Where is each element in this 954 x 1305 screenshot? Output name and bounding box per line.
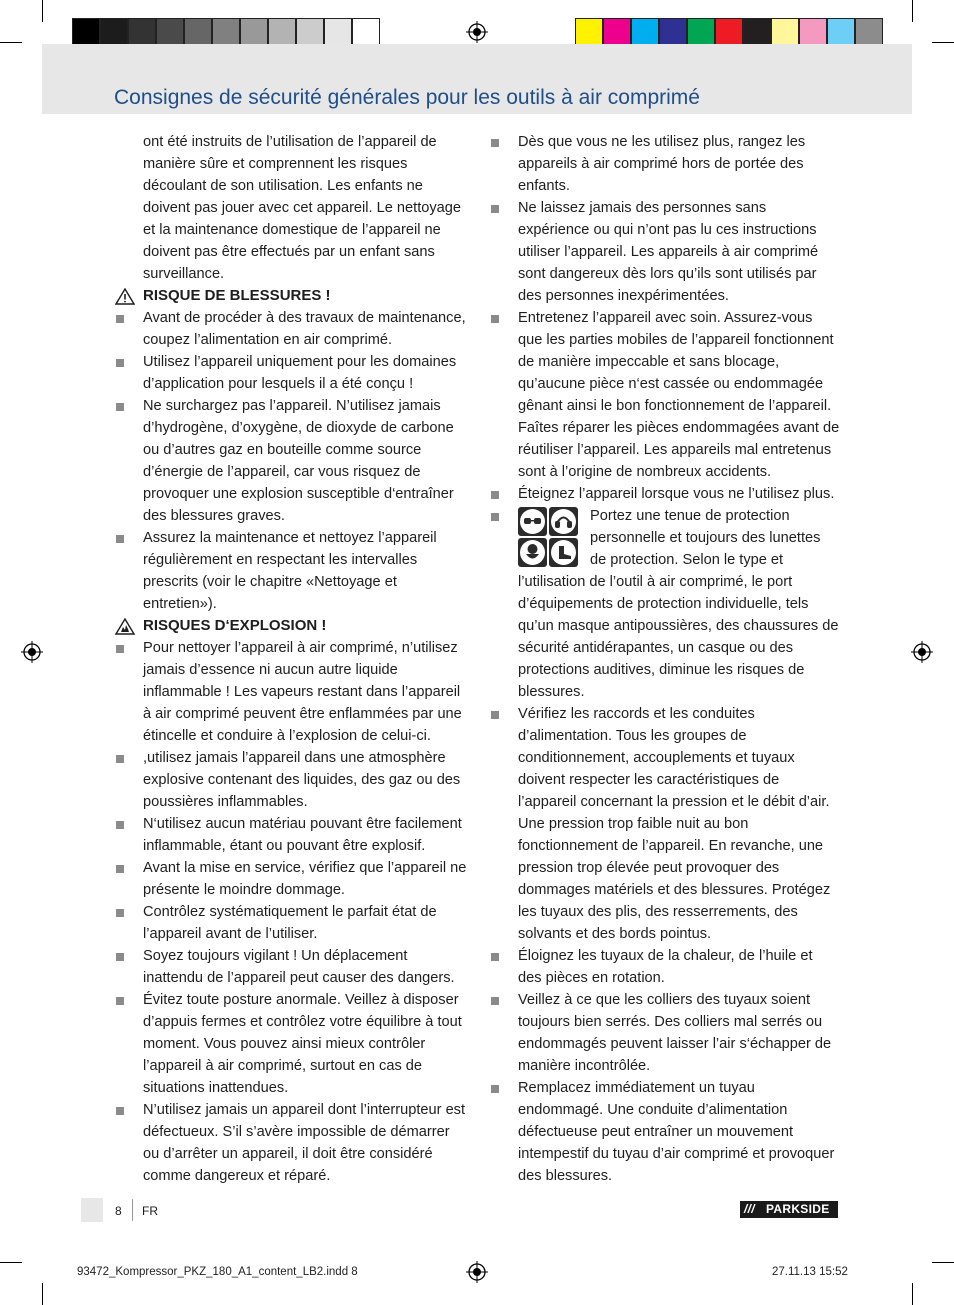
list-item [115, 945, 467, 989]
bullet-square [491, 491, 499, 499]
section-header [42, 44, 912, 114]
crop-mark [932, 1262, 954, 1263]
registration-mark-icon [466, 1261, 488, 1283]
bullet-square [116, 1107, 124, 1115]
list-item-text: N‘utilisez aucun matériau pouvant être facilement inflammable, étant ou pouvant être explosif. [143, 816, 462, 854]
color-swatch [100, 18, 128, 46]
color-swatch [715, 18, 743, 46]
list-item-text: Vérifiez les raccords et les conduites d’alimentation. Tous les groupes de conditionnement, accouplements et tuyaux doivent respecter les caractéristiques de l’appareil concernant la pression et le débit d’air. Une pression trop faible nuit au bon fonctionnement de l’appareil. En revanche, une pression trop élevée peut provoquer des dommages matériels et des blessures. Protégez les tuyaux des plis, des resserrements, des solvants et des bords pointus. [518, 706, 831, 942]
color-swatch [603, 18, 631, 46]
bullet-square [116, 821, 124, 829]
list-item-text: ,utilisez jamais l’appareil dans une atmosphère explosive contenant des liquides, des gaz ou des poussières inflammables. [143, 750, 461, 810]
list-item-text: Éteignez l’appareil lorsque vous ne l’utilisez plus. [518, 486, 835, 502]
list-item [115, 1099, 467, 1187]
bullet-square [116, 865, 124, 873]
language-code: FR [142, 1204, 158, 1218]
left-column [115, 131, 467, 1187]
injury-list [115, 307, 467, 615]
list-item-text: Entretenez l’appareil avec soin. Assurez-vous que les parties mobiles de l’appareil fonctionnent de manière impeccable et sans blocage, qu’aucune pièce n‘est cassée ou endommagée gênant ainsi le bon fonctionnement de l’appareil. Faîtes réparer les pièces endommagées avant de réutiliser l’appareil. Les appareils mal entretenus sont à l’origine de nombreux accidents. [518, 310, 840, 480]
color-swatch [743, 18, 771, 46]
color-bar [575, 18, 883, 46]
list-item [490, 505, 840, 703]
bullet-square [116, 315, 124, 323]
color-swatch [631, 18, 659, 46]
bullet-square [116, 755, 124, 763]
bullet-square [491, 315, 499, 323]
list-item-text: Ne surchargez pas l’appareil. N’utilisez jamais d’hydrogène, d’oxygène, de dioxyde de carbone ou d’autres gaz en bouteille comme source d’énergie de l’appareil, car vous risquez de provoquer une explosion susceptible d‘entraîner des blessures graves. [143, 398, 454, 524]
logo-text: PARKSIDE [766, 1202, 830, 1216]
crop-mark [912, 1283, 913, 1305]
color-swatch [352, 18, 380, 46]
bullet-square [491, 205, 499, 213]
color-swatch [575, 18, 603, 46]
color-swatch [72, 18, 100, 46]
list-item-text: N’utilisez jamais un appareil dont l’interrupteur est défectueux. S’il s’avère impossible de démarrer ou d’arrêter un appareil, il doit être considéré comme dangereux et réparé. [143, 1102, 466, 1184]
warning-heading-explosion [115, 615, 467, 637]
list-item-text: Avant la mise en service, vérifiez que l’appareil ne présente le moindre dommage. [143, 860, 467, 898]
list-item [115, 989, 467, 1099]
crop-mark [932, 42, 954, 43]
list-item [490, 197, 840, 307]
explosion-warning-icon [115, 618, 135, 635]
slug-date: 27.11.13 15:52 [772, 1266, 848, 1278]
bullet-square [116, 953, 124, 961]
bullet-square [491, 997, 499, 1005]
list-item [490, 131, 840, 197]
crop-mark [912, 0, 913, 22]
registration-mark-icon [21, 641, 43, 663]
list-item [490, 307, 840, 483]
warning-triangle-icon [115, 288, 135, 305]
crop-mark [0, 42, 22, 43]
ppe-icon-group [518, 505, 578, 567]
color-swatch [687, 18, 715, 46]
bullet-square [491, 711, 499, 719]
list-item-text: Pour nettoyer l’appareil à air comprimé, n’utilisez jamais d’essence ni aucun autre liquide inflammable ! Les vapeurs restant dans l’appareil à air comprimé peuvent être enflammées par une étincelle et conduire à l’explosion de celui-ci. [143, 640, 462, 744]
list-item-text: Utilisez l’appareil uniquement pour les domaines d’application pour lesquels il a été conçu ! [143, 354, 457, 392]
color-swatch [184, 18, 212, 46]
slug-file-name: 93472_Kompressor_PKZ_180_A1_content_LB2.indd 8 [77, 1266, 358, 1278]
list-item-text: Évitez toute posture anormale. Veillez à disposer d’appuis fermes et contrôlez votre équilibre à tout moment. Vous pouvez ainsi mieux contrôler l’appareil à air comprimé, surtout en cas de situations inattendues. [143, 992, 462, 1096]
right-column [490, 131, 840, 1187]
crop-mark [42, 0, 43, 22]
color-swatch [212, 18, 240, 46]
color-swatch [156, 18, 184, 46]
dust-mask-icon [518, 538, 547, 567]
registration-mark-icon [466, 21, 488, 43]
registration-mark-icon [911, 641, 933, 663]
bullet-square [116, 535, 124, 543]
warning-label: RISQUE DE BLESSURES ! [143, 287, 331, 304]
color-swatch [799, 18, 827, 46]
list-item-text: Remplacez immédiatement un tuyau endommagé. Une conduite d’alimentation défectueuse peut entraîner un mouvement intempestif du tuyau d’air comprimé et provoquer des blessures. [518, 1080, 835, 1184]
list-item-text: Soyez toujours vigilant ! Un déplacement inattendu de l’appareil peut causer des dangers. [143, 948, 455, 986]
bullet-square [116, 645, 124, 653]
crop-mark [42, 1283, 43, 1305]
list-item-text: Contrôlez systématiquement le parfait état de l’appareil avant de l’utiliser. [143, 904, 437, 942]
parkside-logo [740, 1201, 838, 1218]
page-number-box [81, 1198, 103, 1222]
right-list-top [490, 131, 840, 505]
goggles-icon [518, 507, 547, 536]
logo-slashes: /// [744, 1202, 755, 1216]
bullet-square [491, 953, 499, 961]
explosion-list [115, 637, 467, 1187]
color-swatch [268, 18, 296, 46]
list-item-text: Assurez la maintenance et nettoyez l’appareil régulièrement en respectant les intervalles prescrits (voir le chapitre «Nettoyage et entretien»). [143, 530, 437, 612]
list-item [490, 483, 840, 505]
list-item [115, 395, 467, 527]
list-item [115, 857, 467, 901]
intro-paragraph: ont été instruits de l’utilisation de l’appareil de manière sûre et comprennent les risques découlant de son utilisation. Les enfants ne doivent pas jouer avec cet appareil. Le nettoyage et la maintenance domestique de l’appareil ne doivent pas être effectués par un enfant sans surveillance. [143, 134, 462, 282]
bullet-square [116, 403, 124, 411]
list-item [115, 637, 467, 747]
color-swatch [240, 18, 268, 46]
warning-label: RISQUES D‘EXPLOSION ! [143, 617, 327, 634]
crop-mark [0, 1262, 22, 1263]
list-item-text: Portez une tenue de protection personnelle et toujours des lunettes de protection. Selon le type et l’utilisation de l’outil à air comprimé, le port d’équipements de protection individuelle, tels qu’un masque antipoussières, des chaussures de sécurité antidérapantes, un casque ou des protections auditives, diminue les risques de blessures. [518, 508, 839, 700]
right-list-bottom [490, 703, 840, 1187]
list-item-text: Ne laissez jamais des personnes sans expérience ou qui n’ont pas lu ces instructions utiliser l’appareil. Les appareils à air comprimé sont dangereux dès lors qu’ils sont utilisés par des personnes inexpérimentées. [518, 200, 819, 304]
color-swatch [827, 18, 855, 46]
list-item [490, 1077, 840, 1187]
bullet-square [116, 359, 124, 367]
list-item [490, 945, 840, 989]
list-item-text: Dès que vous ne les utilisez plus, rangez les appareils à air comprimé hors de portée des enfants. [518, 134, 806, 194]
list-item-text: Avant de procéder à des travaux de maintenance, coupez l’alimentation en air comprimé. [143, 310, 466, 348]
page-number: 8 [115, 1204, 122, 1218]
color-swatch [855, 18, 883, 46]
bullet-square [491, 139, 499, 147]
bullet-square [491, 1085, 499, 1093]
list-item-text: Veillez à ce que les colliers des tuyaux soient toujours bien serrés. Des colliers mal serrés ou endommagés peuvent laisser l’air s‘échapper de manière incontrôlée. [518, 992, 832, 1074]
grayscale-bar [72, 18, 380, 46]
safety-shoe-icon [549, 538, 578, 567]
bullet-square [116, 997, 124, 1005]
color-swatch [324, 18, 352, 46]
list-item [115, 351, 467, 395]
color-swatch [771, 18, 799, 46]
list-item [115, 747, 467, 813]
list-item [115, 901, 467, 945]
color-swatch [296, 18, 324, 46]
ear-protection-icon [549, 507, 578, 536]
color-swatch [128, 18, 156, 46]
bullet-square [491, 513, 499, 521]
list-item [490, 703, 840, 945]
bullet-square [116, 909, 124, 917]
footer-divider [132, 1199, 133, 1221]
color-swatch [659, 18, 687, 46]
list-item [115, 813, 467, 857]
list-item [115, 307, 467, 351]
list-item [490, 989, 840, 1077]
warning-heading-injury [115, 285, 467, 307]
list-item [115, 527, 467, 615]
page-title: Consignes de sécurité générales pour les outils à air comprimé [114, 86, 700, 109]
list-item-text: Éloignez les tuyaux de la chaleur, de l’huile et des pièces en rotation. [518, 948, 813, 986]
